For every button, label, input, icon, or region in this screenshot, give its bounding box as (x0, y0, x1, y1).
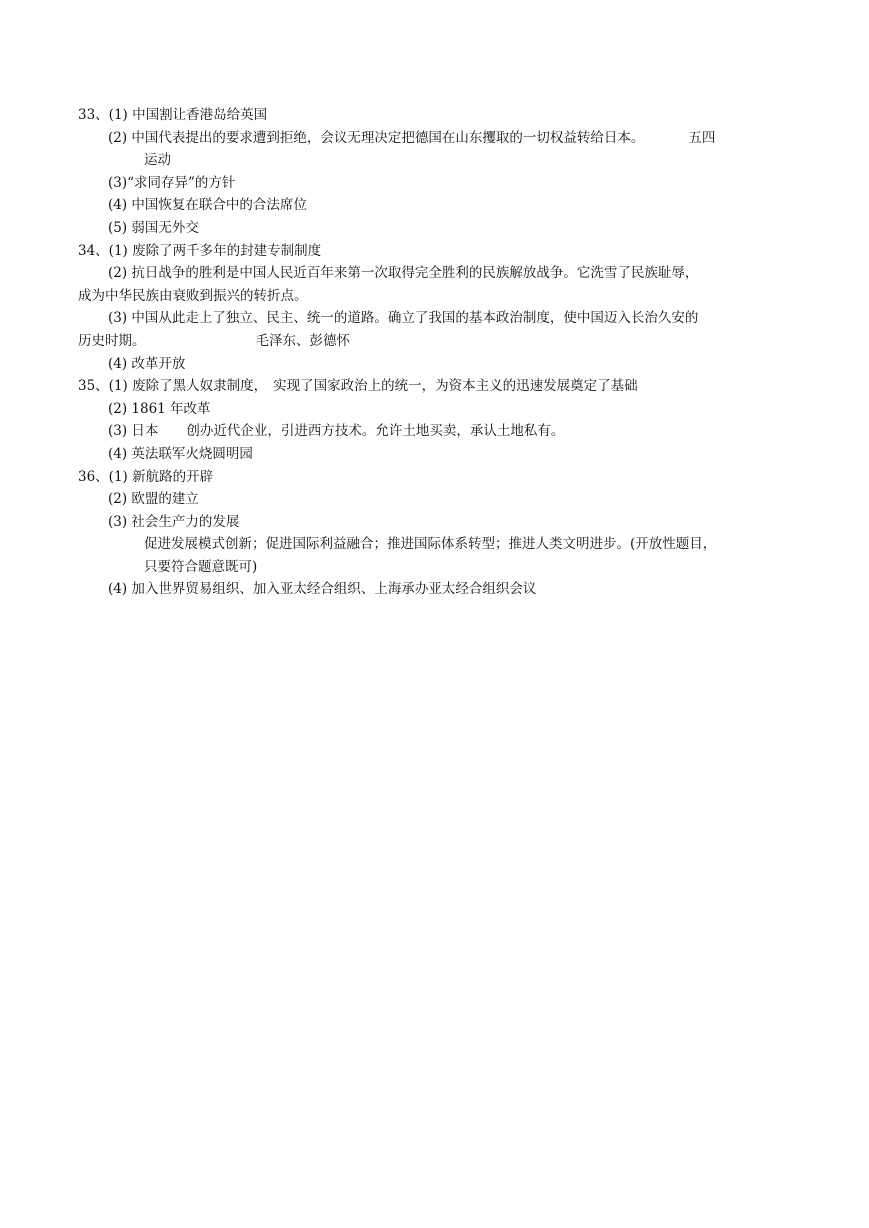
q33-part2-text: (2) 中国代表提出的要求遭到拒绝，会议无理决定把德国在山东攫取的一切权益转给日本。 (108, 129, 645, 146)
q35-part4-text: (4) 英法联军火烧圆明园 (108, 445, 253, 462)
q34-part4 (78, 353, 794, 376)
q33-part1 (78, 104, 794, 127)
q36-part4 (78, 578, 794, 601)
q34-part2-text: (2) 抗日战争的胜利是中国人民近百年来第一次取得完全胜利的民族解放战争。它洗雪了民族耻辱， (108, 265, 699, 282)
q33-part4-text: (4) 中国恢复在联合中的合法席位 (108, 197, 307, 214)
q36-part1-text: 36、(1) 新航路的开辟 (78, 468, 214, 485)
q35-part1-text-cont: 实现了国家政治上的统一，为资本主义的迅速发展奠定了基础 (273, 378, 638, 395)
q34-part3-answer: 毛泽东、彭德怀 (255, 332, 350, 349)
q33-part3 (78, 172, 794, 195)
q34-part3-cont (78, 330, 794, 353)
q35-part2-text: (2) 1861 年改革 (108, 400, 211, 417)
q35-part4 (78, 443, 794, 466)
q33-part2-answer: 五四 (688, 129, 716, 146)
q36-part3-detail-text-cont: 只要符合题意既可) (144, 558, 258, 575)
q36-part3-detail-cont (78, 556, 794, 579)
q35-part3 (78, 420, 794, 443)
q33-part4 (78, 194, 794, 217)
q36-part3-detail-text: 促进发展模式创新；促进国际利益融合；推进国际体系转型；推进人类文明进步。(开放性题目， (144, 536, 717, 553)
q35-part3-answer: (3) 日本 (108, 423, 159, 440)
q36-part4-text: (4) 加入世界贸易组织、加入亚太经合组织、上海承办亚太经合组织会议 (108, 581, 537, 598)
q34-part4-text: (4) 改革开放 (108, 355, 186, 372)
answer-key (78, 104, 794, 601)
q35-part1 (78, 375, 794, 398)
q36-part2-text: (2) 欧盟的建立 (108, 491, 199, 508)
q33-part5-text: (5) 弱国无外交 (108, 219, 199, 236)
q35-part3-text: 创办近代企业，引进西方技术。允许土地买卖，承认土地私有。 (186, 423, 565, 440)
q35-part1-text: 35、(1) 废除了黑人奴隶制度， (78, 378, 268, 395)
q33-part3-text: (3)“求同存异”的方针 (108, 174, 236, 191)
q33-part2 (78, 127, 794, 150)
q33-part2-cont (78, 149, 794, 172)
q34-part3-text-cont: 历史时期。 (78, 332, 146, 349)
q36-part3-text: (3) 社会生产力的发展 (108, 513, 240, 530)
q34-part1-text: 34、(1) 废除了两千多年的封建专制制度 (78, 242, 322, 259)
q34-part2 (78, 262, 794, 285)
q33-part2-answer-cont: 运动 (144, 152, 171, 169)
q33-part5 (78, 217, 794, 240)
q34-part3 (78, 307, 794, 330)
q34-part2-cont (78, 285, 794, 308)
q34-part1 (78, 240, 794, 263)
q33-part1-text: 33、(1) 中国割让香港岛给英国 (78, 107, 268, 123)
q34-part3-text: (3) 中国从此走上了独立、民主、统一的道路。确立了我国的基本政治制度，使中国迈入长治久安的 (108, 310, 699, 327)
q36-part2 (78, 488, 794, 511)
q36-part3 (78, 511, 794, 534)
q35-part2 (78, 398, 794, 421)
q36-part1 (78, 466, 794, 489)
q36-part3-detail (78, 533, 794, 556)
q34-part2-text-cont: 成为中华民族由衰败到振兴的转折点。 (78, 287, 308, 304)
